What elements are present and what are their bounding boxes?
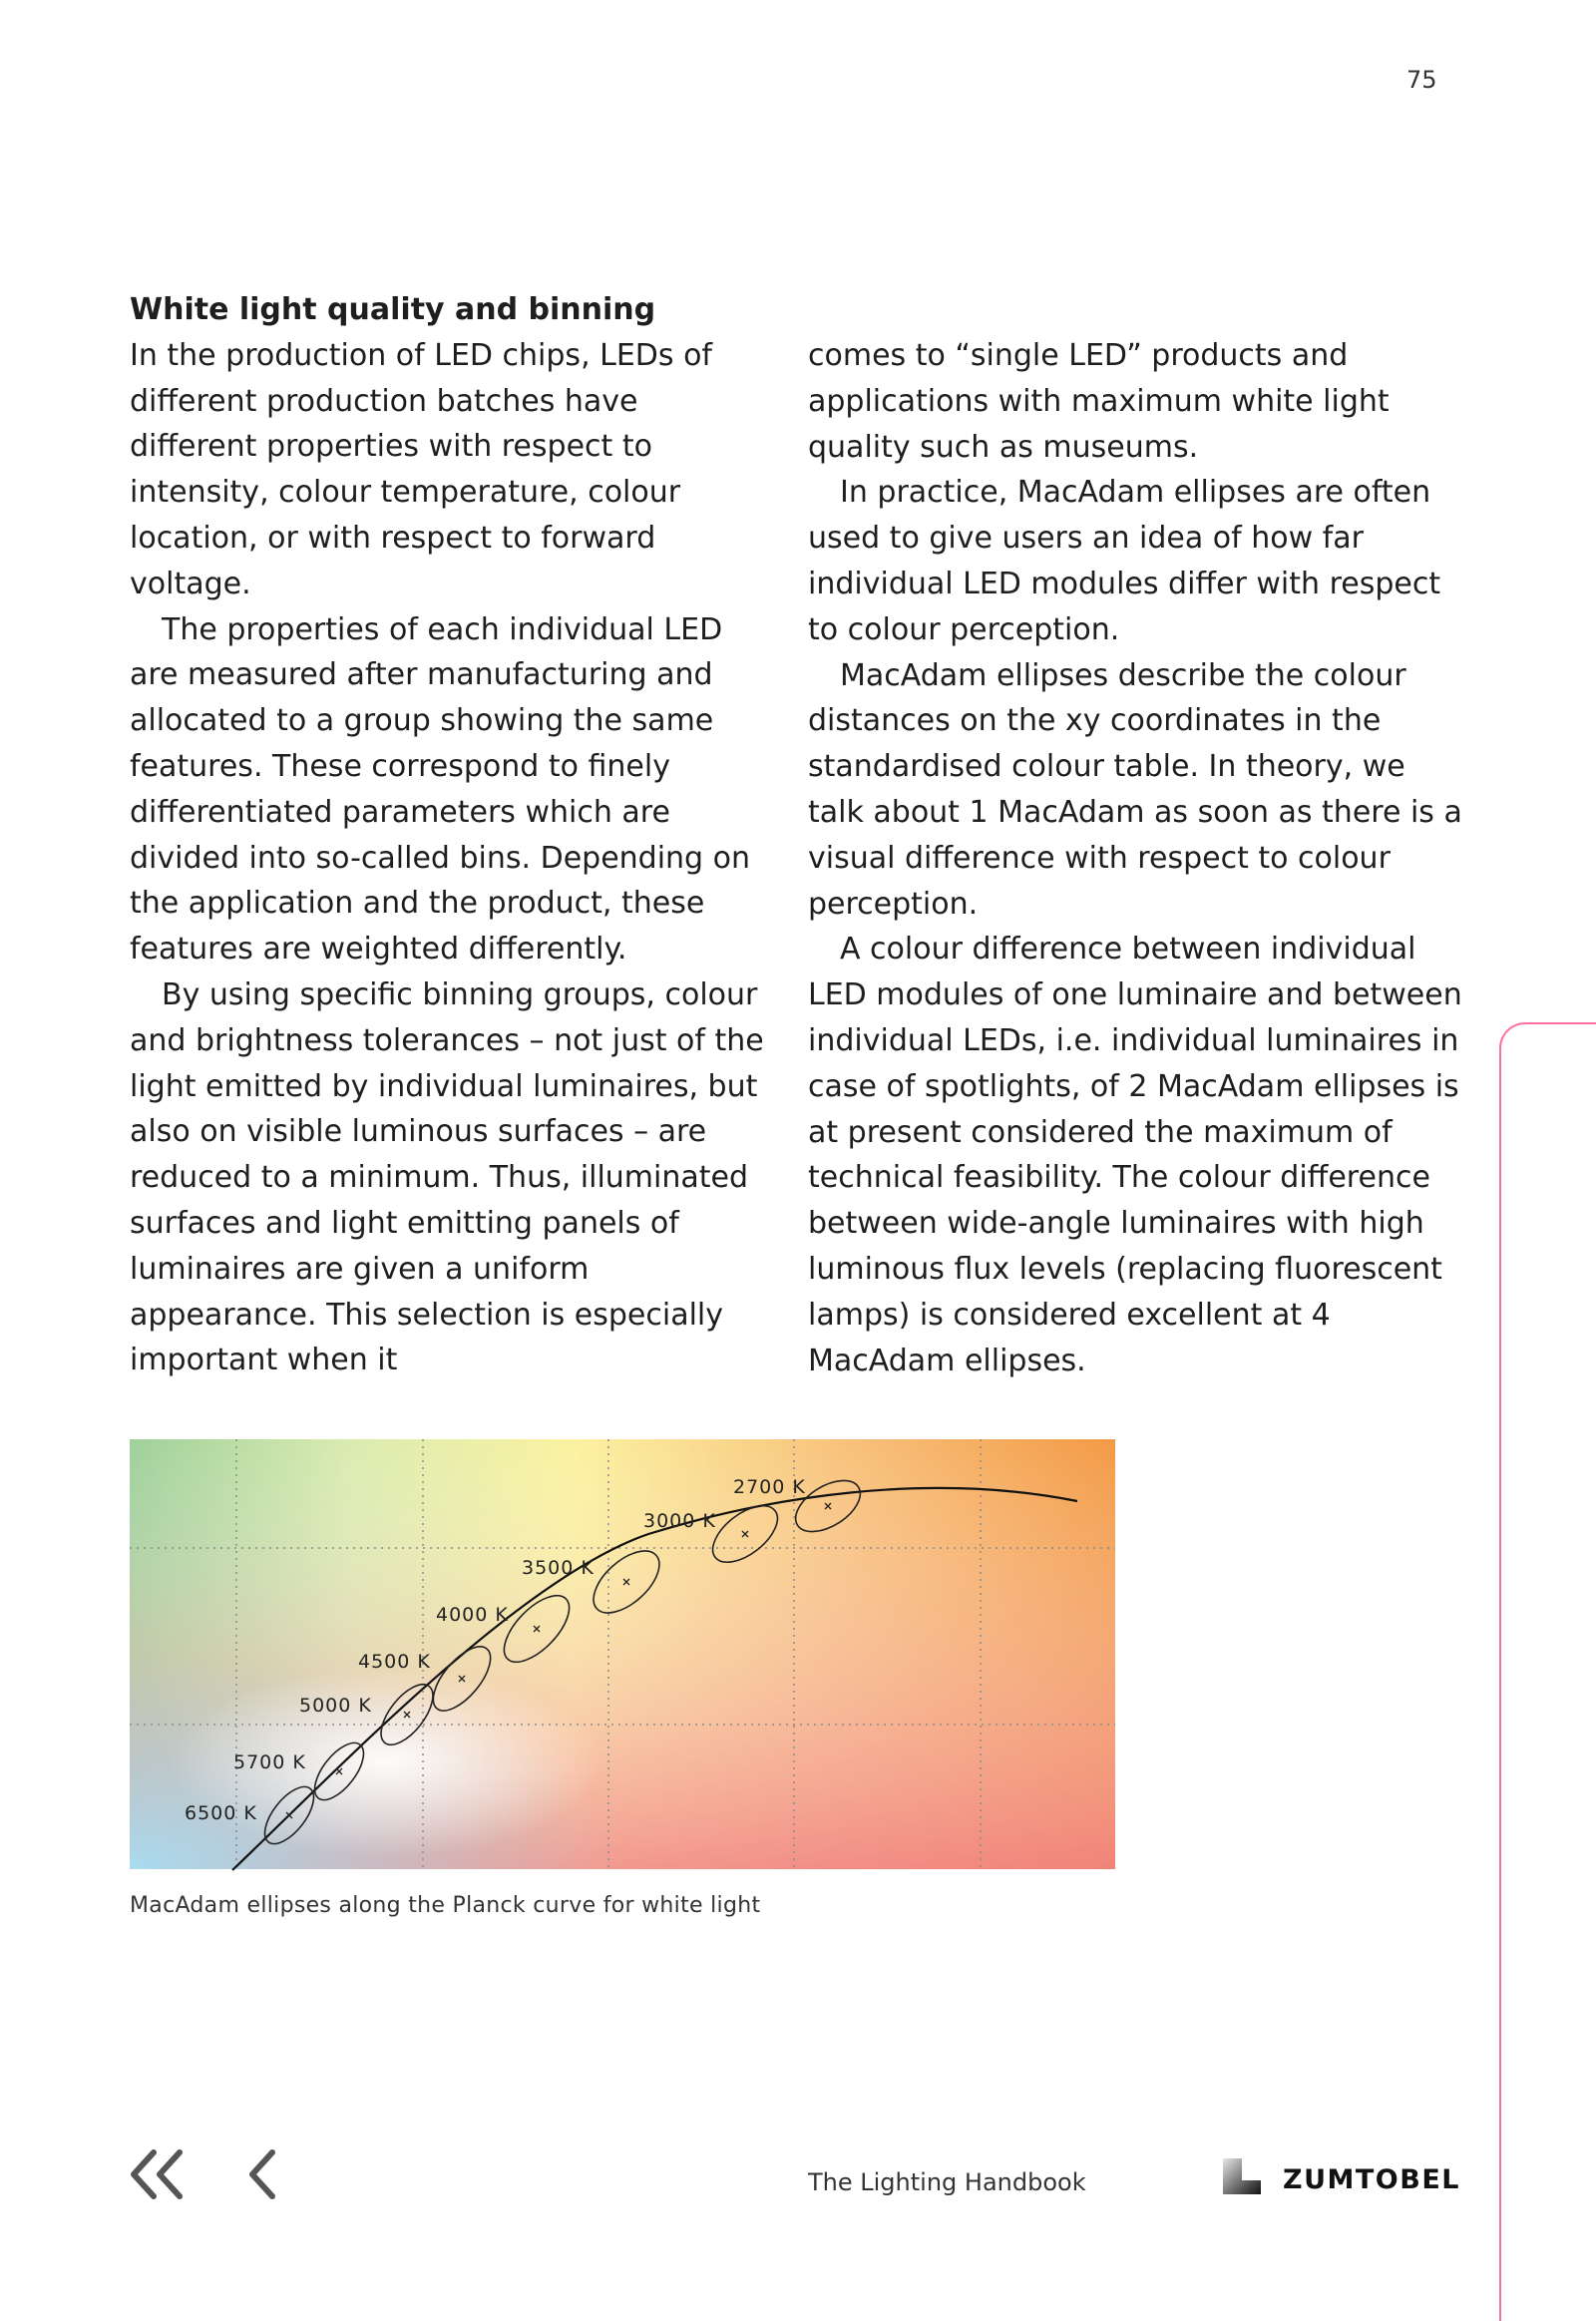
- paragraph: A colour difference between individual LED modules of one luminaire and between individual LEDs, i.e. individual luminaires in case of spotlights, of 2 MacAdam ellipses is at present considered the maximum of technical feasibility. The colour difference between wide-angle luminaires with high luminous flux levels (replacing fluorescent lamps) is considered excellent at 4 MacAdam ellipses.: [808, 932, 1462, 1378]
- zumtobel-logo-icon: [1223, 2158, 1261, 2194]
- nav-first-page-button[interactable]: [126, 2146, 186, 2202]
- label-2700k: 2700 K: [733, 1476, 806, 1498]
- label-5000k: 5000 K: [299, 1695, 372, 1717]
- label-6500k: 6500 K: [185, 1802, 257, 1824]
- paragraph: MacAdam ellipses describe the colour distances on the xy coordinates in the standardised colour table. In theory, we talk about 1 MacAdam as soon as there is a visual difference with respect to colour perception.: [808, 657, 1462, 922]
- brand-name: ZUMTOBEL: [1283, 2164, 1460, 2195]
- paragraph: In practice, MacAdam ellipses are often used to give users an idea of how far individual LED modules differ with respect to colour perception.: [808, 475, 1441, 647]
- label-3500k: 3500 K: [522, 1557, 595, 1579]
- paragraph: By using specific binning groups, colour and brightness tolerances – not just of the light emitted by individual luminaires, but also on visible luminous surfaces – are reduced to a minimum. Thus, illuminated surfaces and light emitting panels of luminaires are given a uniform appearance. This selection is especially important when it: [130, 976, 764, 1378]
- macadam-ellipses-figure: [130, 1439, 1115, 1869]
- footer-book-title: The Lighting Handbook: [808, 2168, 1086, 2196]
- label-4500k: 4500 K: [358, 1651, 431, 1673]
- label-3000k: 3000 K: [643, 1510, 716, 1532]
- nav-previous-page-button[interactable]: [244, 2146, 284, 2202]
- paragraph: In the production of LED chips, LEDs of different production batches have different properties with respect to intensity, colour temperature, colour location, or with respect to forward voltage.: [130, 337, 712, 601]
- article-right-column: [808, 333, 1466, 1383]
- double-chevron-left-icon: [126, 2146, 186, 2202]
- figure-caption: MacAdam ellipses along the Planck curve for white light: [130, 1893, 761, 1918]
- paragraph: The properties of each individual LED are measured after manufacturing and allocated to a group showing the same features. These correspond to finely differentiated parameters which are divided into so-called bins. Depending on the application and the product, these features are weighted differently.: [130, 611, 751, 967]
- page-number: 75: [1406, 66, 1437, 94]
- article-left-column: [130, 287, 768, 1383]
- chevron-left-icon: [244, 2146, 284, 2202]
- paragraph: comes to “single LED” products and applications with maximum white light quality such as museums.: [808, 338, 1390, 465]
- side-accent-bracket: [1499, 1022, 1596, 2321]
- label-5700k: 5700 K: [233, 1751, 306, 1773]
- article-heading: White light quality and binning: [130, 292, 656, 327]
- label-4000k: 4000 K: [436, 1604, 509, 1626]
